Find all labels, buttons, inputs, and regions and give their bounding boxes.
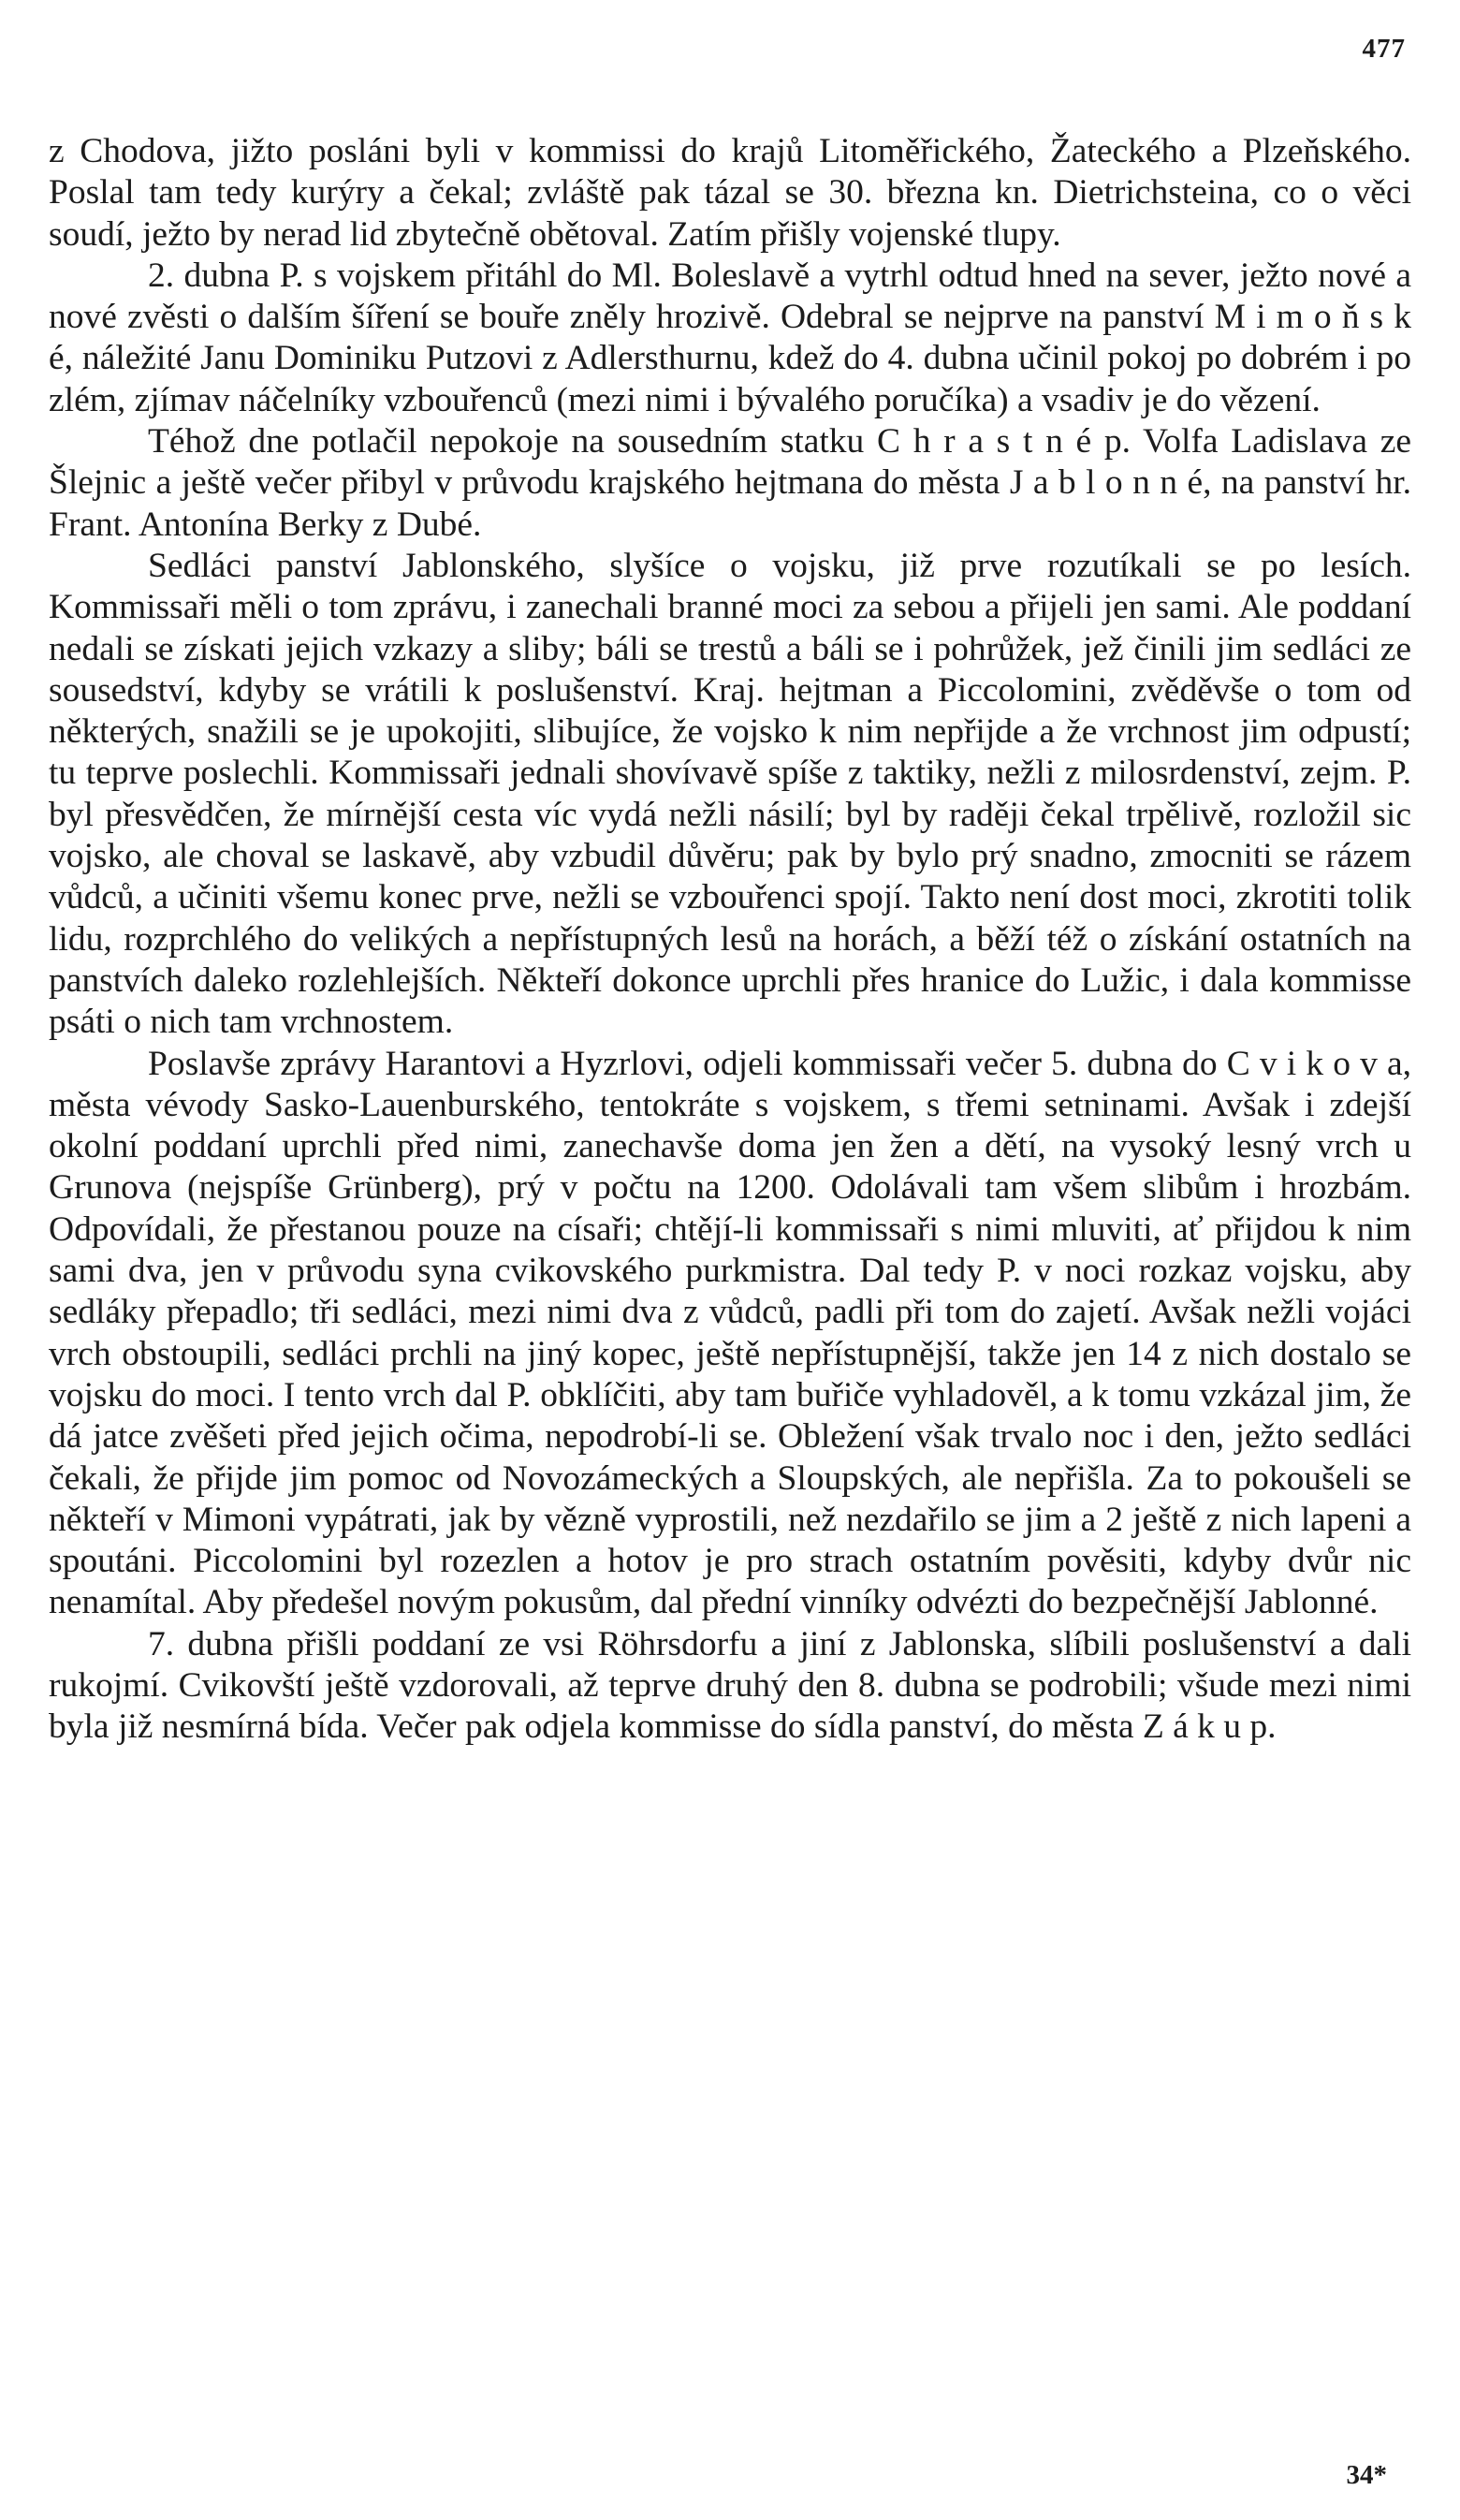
body-text [49, 131, 1411, 1749]
paragraph: Poslavše zprávy Harantovi a Hyzrlovi, odjeli kommissaři večer 5. dubna do C v i k o v a, města vévody Sasko-Lauenburského, tentokráte s vojskem, s třemi setninami. Avšak i zdejší okolní poddaní uprchli před nimi, zanechavše doma jen žen a dětí, na vysoký lesný vrch u Grunova (nejspíše Grünberg), prý v počtu na 1200. Odolávali tam všem slibům i hrozbám. Odpovídali, že přestanou pouze na císaři; chtějí-li kommissaři s nimi mluviti, ať přijdou k nim sami dva, jen v průvodu syna cvikovského purkmistra. Dal tedy P. v noci rozkaz vojsku, aby sedláky přepadlo; tři sedláci, mezi nimi dva z vůdců, padli při tom do zajetí. Avšak nežli vojáci vrch obstoupili, sedláci prchli na jiný kopec, ještě nepřístupnější, takže jen 14 z nich dostalo se vojsku do moci. I tento vrch dal P. obklíčiti, aby tam buřiče vyhladověl, a k tomu vzkázal jim, že dá jatce zvěšeti před jejich očima, nepodrobí-li se. Obležení však trvalo noc i den, ježto sedláci čekali, že přijde jim pomoc od Novozámeckých a Sloupských, ale nepřišla. Za to pokoušeli se někteří v Mimoni vypátrati, jak by vězně vyprostili, než nezdařilo se jim a 2 ještě z nich lapeni a spoutáni. Piccolomini byl rozezlen a hotov je pro strach ostatním pověsiti, kdyby dvůr nic nenamítal. Aby předešel novým pokusům, dal přední vinníky odvézti do bezpečnější Jablonné. [49, 1044, 1411, 1622]
paragraph: Sedláci panství Jablonského, slyšíce o vojsku, již prve rozutíkali se po lesích. Kommissaři měli o tom zprávu, i zanechali branné moci za sebou a přijeli jen sami. Ale poddaní nedali se získati jejich vzkazy a sliby; báli se trestů a báli se i pohrůžek, jež činili jim sedláci ze sousedství, kdyby se vrátili k poslušenství. Kraj. hejtman a Piccolomini, zvěděvše o tom od některých, snažili se je upokojiti, slibujíce, že vojsko k nim nepřijde a že vrchnost jim odpustí; tu teprve poslechli. Kommissaři jednali shovívavě spíše z taktiky, nežli z milosrdenství, zejm. P. byl přesvědčen, že mírnější cesta víc vydá nežli násilí; byl by raději čekal trpělivě, rozložil sic vojsko, ale choval se laskavě, aby vzbudil důvěru; pak by bylo prý snadno, zmocniti se rázem vůdců, a učiniti všemu konec prve, nežli se vzbouřenci spojí. Takto není dost moci, zkrotiti tolik lidu, rozprchlého do velikých a nepřístupných lesů na horách, a běží též o získání ostatních na panstvích daleko rozlehlejších. Někteří dokonce uprchli přes hranice do Lužic, i dala kommisse psáti o nich tam vrchnostem. [49, 546, 1411, 1042]
page-number: 477 [1362, 34, 1406, 64]
paragraph: Téhož dne potlačil nepokoje na sousedním statku C h r a s t n é p. Volfa Ladislava ze Šlejnic a ještě večer přibyl v průvodu krajského hejtmana do města J a b l o n n é, na panství hr. Frant. Antonína Berky z Dubé. [49, 422, 1411, 544]
signature-mark: 34* [1346, 2460, 1387, 2490]
paragraph-continuation: z Chodova, jižto posláni byli v kommissi do krajů Litoměřického, Žateckého a Plzeňského. Poslal tam tedy kurýry a čekal; zvláště pak tázal se 30. března kn. Dietrichsteina, co o věci soudí, ježto by nerad lid zbytečně obětoval. Zatím přišly vojenské tlupy. [49, 132, 1411, 254]
paragraph: 2. dubna P. s vojskem přitáhl do Ml. Boleslavě a vytrhl odtud hned na sever, ježto nové a nové zvěsti o dalším šíření se bouře zněly hrozivě. Odebral se nejprve na panství M i m o ň s k é, náležité Janu Dominiku Putzovi z Adlersthurnu, kdež do 4. dubna učinil pokoj po dobrém i po zlém, zjímav náčelníky vzbouřenců (mezi nimi i bývalého poručíka) a vsadiv je do vězení. [49, 256, 1411, 419]
paragraph: 7. dubna přišli poddaní ze vsi Röhrsdorfu a jiní z Jablonska, slíbili poslušenství a dali rukojmí. Cvikovští ještě vzdorovali, až teprve druhý den 8. dubna se podrobili; všude mezi nimi byla již nesmírná bída. Večer pak odjela kommisse do sídla panství, do města Z á k u p. [49, 1624, 1411, 1747]
